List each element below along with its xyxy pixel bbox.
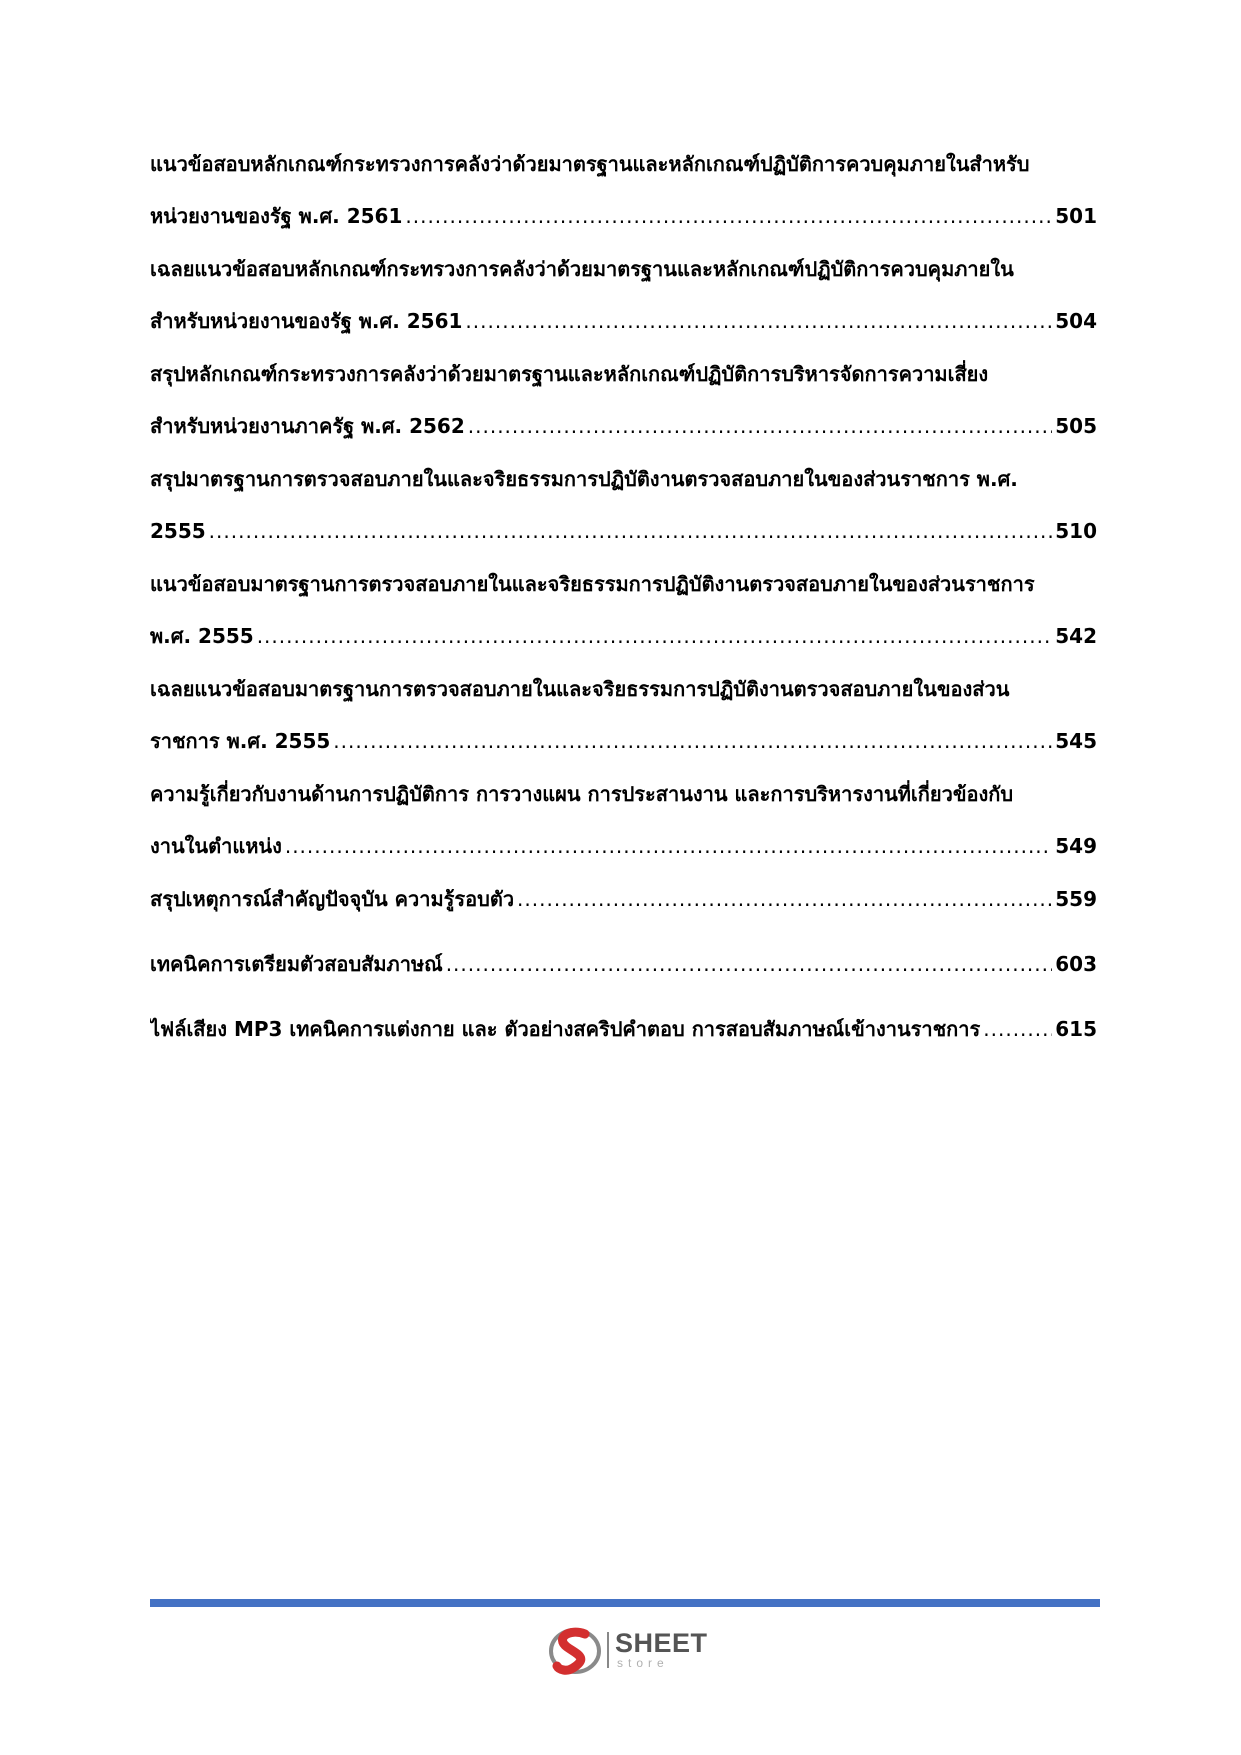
toc-entry-title-line: สรุปหลักเกณฑ์กระทรวงการคลังว่าด้วยมาตรฐานและหลักเกณฑ์ปฏิบัติการบริหารจัดการความเสี่ยง bbox=[150, 362, 989, 386]
toc-entry[interactable] bbox=[150, 360, 1097, 440]
toc-entry-title-line: สำหรับหน่วยงานภาครัฐ พ.ศ. 2562 bbox=[150, 414, 465, 438]
toc-entry[interactable] bbox=[150, 1015, 1097, 1043]
dot-leader bbox=[405, 202, 1052, 230]
toc-entry-title-line: ไฟล์เสียง MP3 เทคนิคการแต่งกาย และ ตัวอย่างสคริปคำตอบ การสอบสัมภาษณ์เข้างานราชการ bbox=[150, 1017, 981, 1041]
toc-page-number: 615 bbox=[1055, 1017, 1097, 1041]
toc-entry-title-line: ราชการ พ.ศ. 2555 bbox=[150, 729, 331, 753]
toc-page-number: 603 bbox=[1055, 952, 1097, 976]
table-of-contents bbox=[150, 150, 1097, 1080]
toc-entry-title-line: สรุปมาตรฐานการตรวจสอบภายในและจริยธรรมการปฏิบัติงานตรวจสอบภายในของส่วนราชการ พ.ศ. bbox=[150, 467, 1018, 491]
footer-divider bbox=[150, 1599, 1100, 1607]
toc-entry[interactable] bbox=[150, 150, 1097, 230]
toc-page-number: 542 bbox=[1055, 624, 1097, 648]
toc-entry[interactable] bbox=[150, 675, 1097, 755]
logo-subtext: store bbox=[617, 1656, 669, 1670]
toc-entry-title-line: เฉลยแนวข้อสอบหลักเกณฑ์กระทรวงการคลังว่าด้วยมาตรฐานและหลักเกณฑ์ปฏิบัติการควบคุมภายใน bbox=[150, 257, 1014, 281]
dot-leader bbox=[257, 622, 1053, 650]
toc-entry-title-line: ความรู้เกี่ยวกับงานด้านการปฏิบัติการ การวางแผน การประสานงาน และการบริหารงานที่เกี่ยวข้องกับ bbox=[150, 782, 1014, 806]
toc-entry[interactable] bbox=[150, 780, 1097, 860]
toc-page-number: 501 bbox=[1055, 204, 1097, 228]
toc-page-number: 504 bbox=[1055, 309, 1097, 333]
toc-page-number: 510 bbox=[1055, 519, 1097, 543]
dot-leader bbox=[285, 832, 1052, 860]
toc-entry-title-line: แนวข้อสอบหลักเกณฑ์กระทรวงการคลังว่าด้วยมาตรฐานและหลักเกณฑ์ปฏิบัติการควบคุมภายในสำหรับ bbox=[150, 152, 1030, 176]
toc-page-number: 505 bbox=[1055, 414, 1097, 438]
toc-entry[interactable] bbox=[150, 885, 1097, 913]
toc-entry-title-line: หน่วยงานของรัฐ พ.ศ. 2561 bbox=[150, 204, 403, 228]
toc-entry-title-line: สำหรับหน่วยงานของรัฐ พ.ศ. 2561 bbox=[150, 309, 463, 333]
toc-entry-title-line: เทคนิคการเตรียมตัวสอบสัมภาษณ์ bbox=[150, 952, 443, 976]
dot-leader bbox=[446, 950, 1053, 978]
logo-wordmark: SHEET bbox=[615, 1628, 708, 1658]
dot-leader bbox=[468, 412, 1052, 440]
toc-entry[interactable] bbox=[150, 465, 1097, 545]
toc-entry[interactable] bbox=[150, 950, 1097, 978]
toc-page-number: 549 bbox=[1055, 834, 1097, 858]
toc-entry-title-line: พ.ศ. 2555 bbox=[150, 624, 254, 648]
toc-entry-title-line: สรุปเหตุการณ์สำคัญปัจจุบัน ความรู้รอบตัว bbox=[150, 887, 515, 911]
toc-entry[interactable] bbox=[150, 570, 1097, 650]
dot-leader bbox=[517, 885, 1052, 913]
toc-page-number: 559 bbox=[1055, 887, 1097, 911]
sheet-store-logo bbox=[549, 1622, 719, 1678]
logo-separator bbox=[607, 1632, 609, 1668]
toc-entry-title-line: เฉลยแนวข้อสอบมาตรฐานการตรวจสอบภายในและจริยธรรมการปฏิบัติงานตรวจสอบภายในของส่วน bbox=[150, 677, 1010, 701]
dot-leader bbox=[209, 517, 1053, 545]
dot-leader bbox=[465, 307, 1052, 335]
toc-entry-title-line: 2555 bbox=[150, 519, 206, 543]
dot-leader bbox=[333, 727, 1052, 755]
sheet-store-logo-mark-icon bbox=[549, 1622, 601, 1676]
toc-entry[interactable] bbox=[150, 255, 1097, 335]
toc-entry-title-line: งานในตำแหน่ง bbox=[150, 834, 282, 858]
toc-page-number: 545 bbox=[1055, 729, 1097, 753]
toc-entry-title-line: แนวข้อสอบมาตรฐานการตรวจสอบภายในและจริยธรรมการปฏิบัติงานตรวจสอบภายในของส่วนราชการ bbox=[150, 572, 1035, 596]
dot-leader bbox=[983, 1015, 1052, 1043]
